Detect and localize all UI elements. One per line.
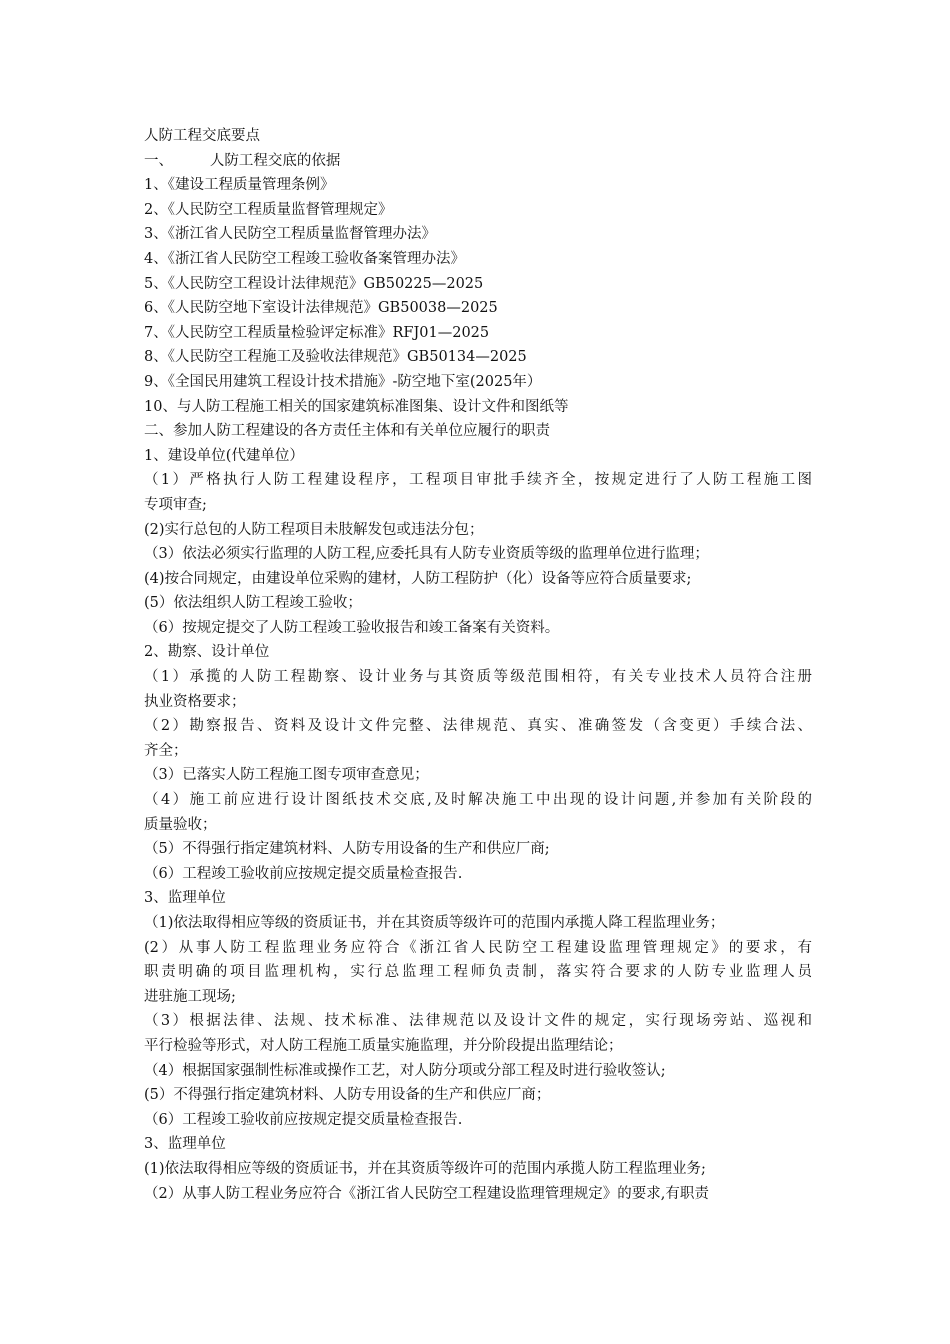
paragraph-line: 进驻施工现场; (144, 988, 236, 1005)
paragraph-line: 平行检验等形式，对人防工程施工质量实施监理，并分阶段提出监理结论； (144, 1037, 623, 1054)
paragraph-line: 专项审查; (144, 496, 207, 513)
list-item: 3、《浙江省人民防空工程质量监督管理办法》 (144, 226, 436, 243)
list-item: 4、《浙江省人民防空工程竣工验收备案管理办法》 (144, 250, 465, 267)
subsection-heading: 1、建设单位(代建单位） (144, 447, 304, 464)
paragraph-line: 执业资格要求； (144, 693, 246, 710)
paragraph-line: (5）依法组织人防工程竣工验收； (144, 595, 362, 612)
subsection-heading: 3、监理单位 (144, 890, 226, 907)
document-title: 人防工程交底要点 (144, 128, 260, 144)
paragraph-line: （6）工程竣工验收前应按规定提交质量检查报告. (144, 865, 463, 882)
paragraph-line: 质量验收； (144, 816, 217, 833)
document-page (144, 124, 812, 1206)
paragraph-line: (2)实行总包的人防工程项目未肢解发包或违法分包； (144, 521, 484, 538)
paragraph-line: (4)按合同规定，由建设单位采购的建材，人防工程防护（化）设备等应符合质量要求; (144, 570, 692, 587)
paragraph-line: （4）根据国家强制性标准或操作工艺，对人防分项或分部工程及时进行验收签认; (144, 1062, 666, 1079)
paragraph-line: （1）严格执行人防工程建设程序，工程项目审批手续齐全，按规定进行了人防工程施工图 (144, 472, 812, 489)
section-heading: 二、参加人防工程建设的各方责任主体和有关单位应履行的职责 (144, 423, 550, 440)
list-item: 7、《人民防空工程质量检验评定标准》RFJ01—2025 (144, 324, 490, 341)
paragraph-line: 职责明确的项目监理机构，实行总监理工程师负责制，落实符合要求的人防专业监理人员 (144, 964, 812, 981)
paragraph-line: 齐全； (144, 742, 188, 759)
list-item: 5、《人民防空工程设计法律规范》GB50225—2025 (144, 275, 484, 292)
list-item: 6、《人民防空地下室设计法律规范》GB50038—2025 (144, 300, 498, 317)
section-heading: 一、 人防工程交底的依据 (144, 152, 341, 169)
paragraph-line: （3）依法必须实行监理的人防工程,应委托具有人防专业资质等级的监理单位进行监理； (144, 546, 709, 563)
paragraph-line: （5）不得强行指定建筑材料、人防专用设备的生产和供应厂商; (144, 841, 550, 858)
list-item: 10、与人防工程施工相关的国家建筑标准图集、设计文件和图纸等 (144, 398, 569, 415)
subsection-heading: 2、勘察、设计单位 (144, 644, 270, 661)
list-item: 9、《全国民用建筑工程设计技术措施》-防空地下室(2025年） (144, 373, 542, 390)
paragraph-line: （3）根据法律、法规、技术标准、法律规范以及设计文件的规定，实行现场旁站、巡视和 (144, 1013, 812, 1030)
paragraph-line: （1）承揽的人防工程勘察、设计业务与其资质等级范围相符，有关专业技术人员符合注册 (144, 669, 812, 686)
paragraph-line: （2）勘察报告、资料及设计文件完整、法律规范、真实、准确签发（含变更）手续合法、 (144, 718, 812, 735)
paragraph-line: （4）施工前应进行设计图纸技术交底,及时解决施工中出现的设计问题,并参加有关阶段的 (144, 792, 812, 809)
paragraph-line: （6）按规定提交了人防工程竣工验收报告和竣工备案有关资料。 (144, 619, 560, 636)
list-item: 2、《人民防空工程质量监督管理规定》 (144, 201, 393, 218)
paragraph-line: （3）已落实人防工程施工图专项审查意见； (144, 767, 429, 784)
subsection-heading: 3、监理单位 (144, 1136, 226, 1153)
paragraph-line: （1)依法取得相应等级的资质证书，并在其资质等级许可的范围内承揽人降工程监理业务； (144, 915, 725, 931)
paragraph-line: （2）从事人防工程业务应符合《浙江省人民防空工程建设监理管理规定》的要求,有职责 (144, 1185, 709, 1202)
list-item: 8、《人民防空工程施工及验收法律规范》GB50134—2025 (144, 349, 527, 366)
paragraph-line: (5）不得强行指定建筑材料、人防专用设备的生产和供应厂商； (144, 1087, 551, 1104)
paragraph-line: （6）工程竣工验收前应按规定提交质量检查报告. (144, 1111, 463, 1128)
list-item: 1、《建设工程质量管理条例》 (144, 177, 335, 194)
paragraph-line: (2）从事人防工程监理业务应符合《浙江省人民防空工程建设监理管理规定》的要求，有 (144, 939, 812, 956)
paragraph-line: (1)依法取得相应等级的资质证书，并在其资质等级许可的范围内承揽人防工程监理业务; (144, 1160, 706, 1177)
